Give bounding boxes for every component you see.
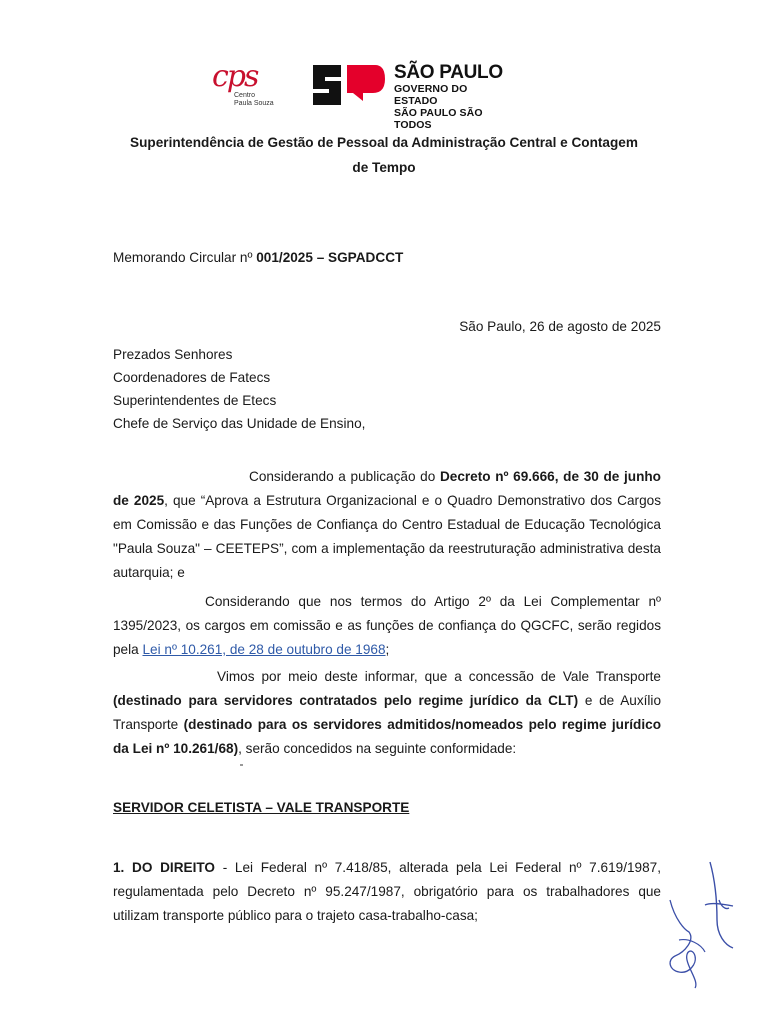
recipient-line: Superintendentes de Etecs (113, 393, 277, 408)
sao-paulo-government-logo (311, 62, 511, 131)
paragraph-lei-complementar (113, 590, 661, 662)
do-direito-label: 1. DO DIREITO (113, 860, 215, 875)
memo-code: 001/2025 – SGPADCCT (256, 250, 404, 265)
heading-line2: de Tempo (352, 160, 416, 175)
decreto-reference: Decreto nº 69.666, de 30 de junho de 2025 (113, 469, 661, 508)
para2-text1: Considerando que nos termos do Artigo 2º da Lei Complementar nº 1395/2023, os cargos em comissão e as funções de confiança do QGCFC, serão regidos pela (113, 594, 661, 657)
para3-text2: e de Auxílio Transporte (113, 693, 662, 732)
para3-text3: , serão concedidos na seguinte conformidade: (238, 741, 517, 756)
memo-prefix: Memorando Circular nº (113, 250, 257, 265)
recipient-line: Coordenadores de Fatecs (113, 370, 271, 385)
para4-text: - Lei Federal nº 7.418/85, alterada pela Lei Federal nº 7.619/1987, regulamentada pelo Decreto nº 95.247/1987, obrigatório para os trabalhadores que utilizam transporte público para o trajeto casa-trabalho-casa; (113, 860, 661, 923)
heading-line1: Superintendência de Gestão de Pessoal da Administração Central e Contagem (130, 135, 638, 150)
para3-bold2: (destinado para os servidores admitidos/nomeados pelo regime jurídico da Lei nº 10.261/68) (113, 717, 661, 756)
signature-rubric (655, 860, 745, 990)
cps-sub-line2: Paula Souza (234, 100, 274, 107)
recipient-line: Chefe de Serviço das Unidade de Ensino, (113, 416, 366, 431)
para2-text2: ; (385, 642, 390, 657)
recipient-line: Prezados Senhores (113, 347, 233, 362)
section-title: SERVIDOR CELETISTA – VALE TRANSPORTE (113, 800, 410, 815)
para1-text1: Considerando a publicação do (249, 469, 440, 484)
scan-mark (240, 764, 243, 766)
sp-logo-line1: GOVERNO DO ESTADO (394, 83, 468, 107)
memo-number (113, 246, 403, 270)
para3-bold1: (destinado para servidores contratados pelo regime jurídico da CLT) (113, 693, 579, 708)
document-heading (100, 130, 668, 180)
lei-10261-link[interactable]: Lei nº 10.261, de 28 de outubro de 1968 (142, 642, 386, 657)
para1-text2: , que “Aprova a Estrutura Organizacional e o Quadro Demonstrativo dos Cargos em Comissão e das Funções de Confiança do Centro Estadual de Educação Tecnológica "Paula Souza" – CEETEPS”, com a implementação da reestruturação administrativa desta autarquia; e (113, 493, 661, 580)
paragraph-do-direito (113, 856, 661, 928)
cps-logo-mark: cps (212, 59, 258, 94)
recipients-block (113, 343, 365, 435)
cps-logo-subtitle (234, 92, 274, 108)
document-date: São Paulo, 26 de agosto de 2025 (459, 319, 661, 334)
sp-logo-text (394, 63, 511, 131)
sp-logo-line2: SÃO PAULO SÃO TODOS (394, 107, 483, 131)
centro-paula-souza-logo (212, 59, 282, 110)
sp-logo-icon (311, 63, 387, 107)
paragraph-vale-transporte (113, 665, 661, 761)
paragraph-decreto (113, 465, 661, 585)
cps-sub-line1: Centro (234, 92, 256, 99)
para3-text1: Vimos por meio deste informar, que a concessão de Vale Transporte (217, 669, 661, 684)
sp-logo-title: SÃO PAULO (394, 62, 503, 83)
